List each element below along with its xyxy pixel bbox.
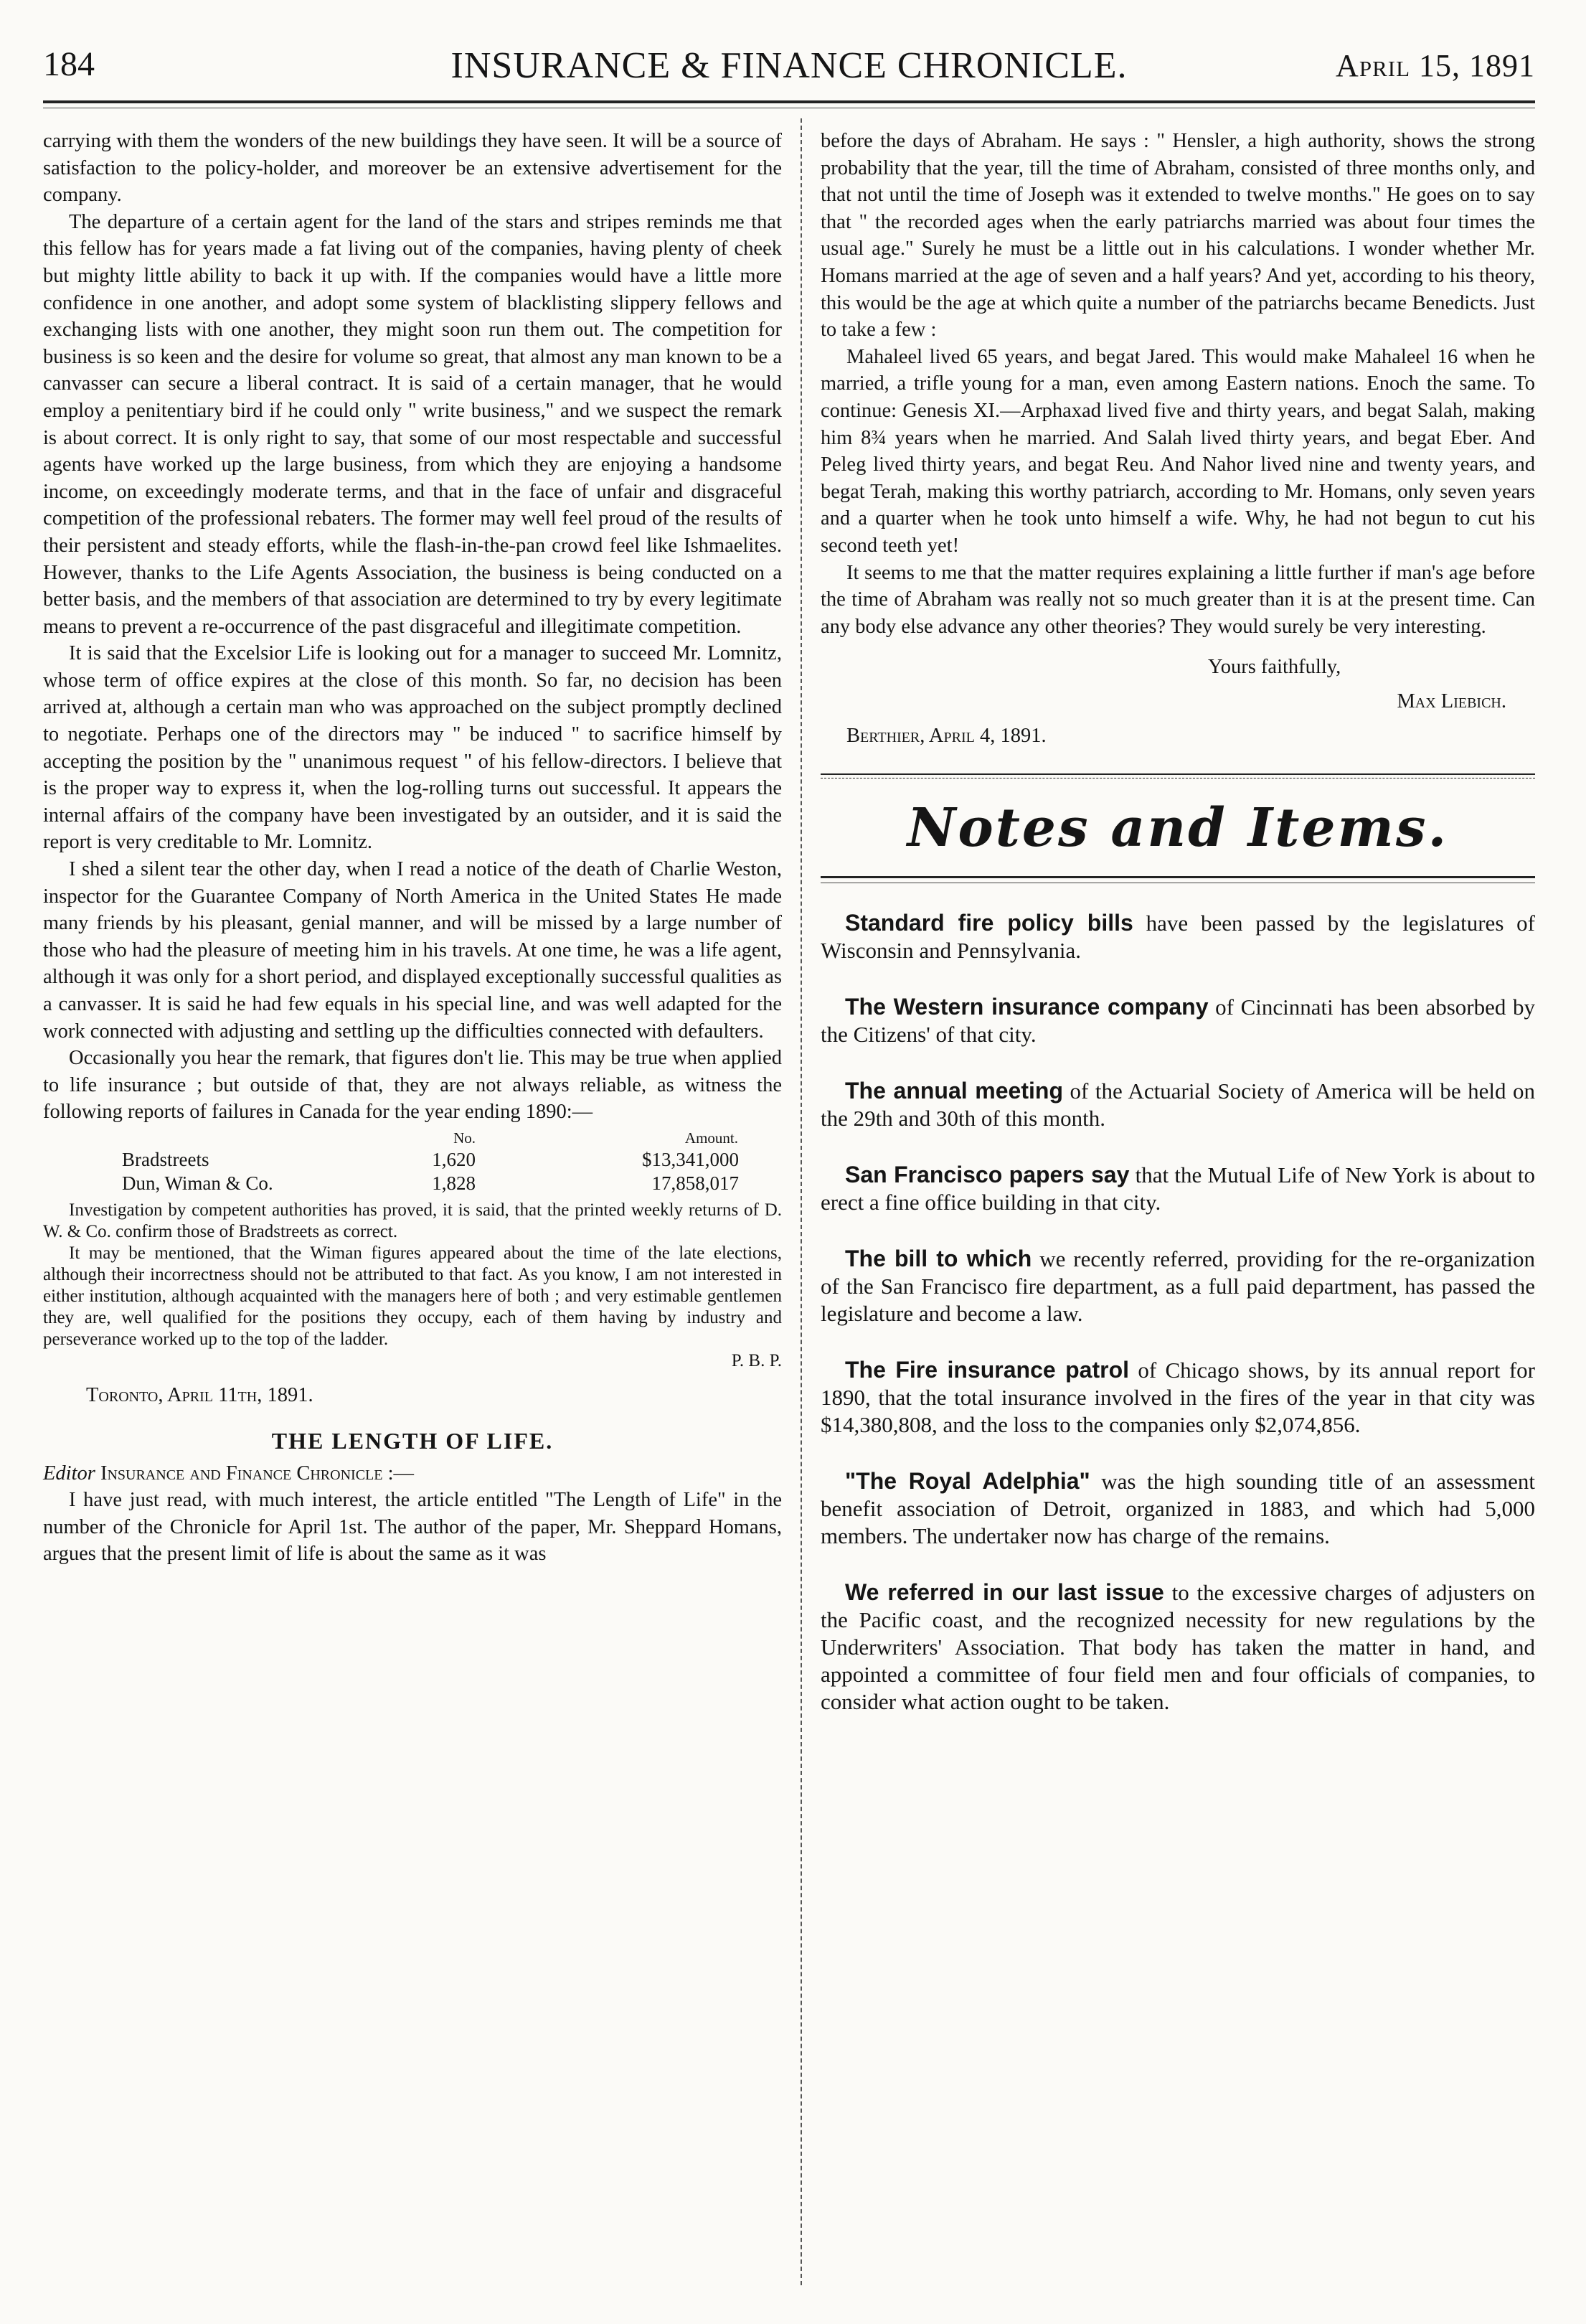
- right-column: [821, 128, 1535, 1744]
- letter-closing: [821, 650, 1535, 753]
- publication-title: INSURANCE & FINANCE CHRONICLE.: [450, 45, 1128, 86]
- paragraph: It is said that the Excelsior Life is looking out for a manager to succeed Mr. Lomnitz, whose term of office expires at the close of this month. So far, no decision has been arrived at, although a certain man who was approached on the subject promptly declined to negotiate. Perhaps one of the directors may " be induced " to sacrifice himself by accepting the position by the " unanimous request " of his fellow-directors. I believe that is the proper way to express it, when the log-rolling turns out successful. It appears the internal affairs of the company have been investigated by an outsider, and it is said the report is very creditable to Mr. Lomnitz.: [43, 642, 782, 854]
- news-item-text: was the high sounding title of an assessment benefit association of Detroit, organized in 1883, and which had 5,000 members. The undertaker now has charge of the remains.: [821, 1469, 1535, 1549]
- header-rule: [43, 100, 1535, 103]
- page-header: [43, 44, 1535, 95]
- news-item-lead: We referred in our last issue: [845, 1579, 1164, 1606]
- paragraph: Occasionally you hear the remark, that figures don't lie. This may be true when applied to life insurance ; but outside of that, they are not always reliable, as witness the following reports of failures in Canada for the year ending 1890:—: [43, 1047, 782, 1124]
- news-item-lead: Standard fire policy bills: [845, 910, 1133, 936]
- news-item: [821, 1077, 1535, 1132]
- news-item-text: that the Mutual Life of New York is about to erect a fine office building in that city.: [821, 1162, 1535, 1215]
- news-item: [821, 1356, 1535, 1439]
- section-rule: [821, 773, 1535, 775]
- news-item: [821, 909, 1535, 964]
- news-item: [821, 1245, 1535, 1327]
- dateline: Berthier, April 4, 1891.: [846, 725, 1047, 748]
- small-type-block: [43, 1200, 782, 1372]
- paragraph: It may be mentioned, that the Wiman figures appeared about the time of the late elections, although their incorrectness should not be attributed to that fact. As you know, I am not interested in either institution, although acquainted with the managers here of both ; and very estimable gentlemen they are, well qualified for the positions they occupy, each of them having by industry and perseverance worked up to the top of the ladder.: [43, 1243, 782, 1349]
- news-item: [821, 1467, 1535, 1550]
- news-item-lead: San Francisco papers say: [845, 1162, 1130, 1188]
- paragraph: carrying with them the wonders of the new buildings they have seen. It will be a source of satisfaction to the policy-holder, and moreover be an extensive advertisement for the company.: [43, 130, 782, 207]
- news-item-text: we recently referred, providing for the re-organization of the San Francisco fire department, as a full paid department, has passed the legislature and become a law.: [821, 1246, 1536, 1327]
- issue-date: April 15, 1891: [1336, 48, 1535, 83]
- news-item-text: of Cincinnati has been absorbed by the Citizens' of that city.: [821, 994, 1536, 1048]
- table-cell-no: 1,828: [432, 1172, 476, 1194]
- editor-name: Insurance and Finance Chronicle :—: [100, 1462, 415, 1485]
- news-item: [821, 993, 1535, 1048]
- closing-phrase: Yours faithfully,: [1208, 656, 1341, 679]
- column-header-no: No.: [453, 1129, 476, 1147]
- column-divider: [801, 118, 802, 2285]
- news-item-text: of the Actuarial Society of America will be held on the 29th and 30th of this month.: [821, 1078, 1536, 1132]
- dateline: Toronto, April 11th, 1891.: [86, 1383, 313, 1406]
- news-item-text: of Chicago shows, by its annual report for 1890, that the total insurance involved in the fires of the year in that city was $14,380,808, and the loss to the companies only $2,074,856.: [821, 1358, 1536, 1438]
- table-cell-no: 1,620: [432, 1148, 476, 1170]
- failures-table: [122, 1129, 739, 1195]
- table-cell-name: Bradstreets: [122, 1148, 209, 1170]
- page-number: 184: [43, 45, 95, 83]
- paragraph: I have just read, with much interest, the article entitled "The Length of Life" in the number of the Chronicle for April 1st. The author of the paper, Mr. Sheppard Homans, argues that the present limit of life is about the same as it was: [43, 1489, 782, 1566]
- paragraph: before the days of Abraham. He says : " Hensler, a high authority, shows the strong probability that the year, till the time of Abraham, consisted of three months only, and that not until the time of Joseph was it extended to twelve months." He goes on to say that " the recorded ages when the early patriarchs married was about four times the usual age." Surely he must be a little out in his calculations. I wonder whether Mr. Homans married at the age of seven and a half years? And yet, according to his theory, this would be the age at which quite a number of the patriarchs became Benedicts. Just to take a few :: [821, 130, 1535, 342]
- section-rule: [821, 876, 1535, 878]
- table-row: [122, 1172, 739, 1195]
- news-item-text: to the excessive charges of adjusters on the Pacific coast, and the recognized necessity for new regulations by the Underwriters' Association. That body has taken the matter in hand, and appointed a committee of four field men and four officials of companies, to consider what action ought to be taken.: [821, 1580, 1536, 1715]
- news-item-lead: The Western insurance company: [845, 994, 1209, 1020]
- news-item-text: have been passed by the legislatures of Wisconsin and Pennsylvania.: [821, 911, 1536, 964]
- paragraph: Investigation by competent authorities has proved, it is said, that the printed weekly returns of D. W. & Co. confirm those of Bradstreets as correct.: [43, 1200, 782, 1241]
- paragraph: I shed a silent tear the other day, when I read a notice of the death of Charlie Weston, inspector for the Guarantee Company of North America in the United States He made many friends by his pleasant, genial manner, and will be missed by a large number of those who had the pleasure of meeting him in his travels. At one time, he was a life agent, although it was only for a short period, and displayed exceptionally successful qualities as a canvasser. It is said he had few equals in his special line, and was well adapted for the work connected with adjusting and settling up the difficulties connected with defaulters.: [43, 858, 782, 1043]
- paragraph: Mahaleel lived 65 years, and begat Jared. This would make Mahaleel 16 when he married, a trifle young for a man, even among Eastern nations. Enoch the same. To continue: Genesis XI.—Arphaxad lived five and thirty years, and begat Salah, making him 8¾ years when he married. And Salah lived thirty years, and begat Eber. And Peleg lived thirty years, and begat Reu. And Nahor lived nine and twenty years, and begat Terah, making this worthy patriarch, according to Mr. Homans, only seven years and a quarter when he took unto himself a wife. Why, he had not begun to cut his second teeth yet!: [821, 345, 1535, 557]
- paragraph: It seems to me that the matter requires explaining a little further if man's age before the time of Abraham was really not so much greater than it is at the present time. Can any body else advance any other theories? They would surely be very interesting.: [821, 561, 1535, 638]
- news-item-lead: The annual meeting: [845, 1078, 1063, 1104]
- news-item-lead: The Fire insurance patrol: [845, 1357, 1130, 1383]
- table-cell-name: Dun, Wiman & Co.: [122, 1172, 273, 1194]
- news-item: [821, 1579, 1535, 1716]
- letter-author: Max Liebich.: [1397, 690, 1506, 713]
- letter-signature: P. B. P.: [731, 1350, 782, 1370]
- editor-address: [43, 1460, 782, 1487]
- section-title: Notes and Items.: [907, 797, 1449, 860]
- column-header-amount: Amount.: [684, 1129, 738, 1147]
- table-cell-amount: 17,858,017: [651, 1172, 739, 1194]
- table-row: [122, 1148, 739, 1172]
- news-item-lead: The bill to which: [845, 1246, 1032, 1272]
- news-item-lead: "The Royal Adelphia": [845, 1468, 1090, 1495]
- left-column: [43, 128, 782, 1568]
- article-title: THE LENGTH OF LIFE.: [271, 1427, 554, 1454]
- table-cell-amount: $13,341,000: [642, 1148, 739, 1170]
- paragraph: The departure of a certain agent for the land of the stars and stripes reminds me that this fellow has for years made a fat living out of the companies, having plenty of cheek but mighty little ability to back it up with. If the companies would have a little more confidence in one another, and adopt some system of blacklisting slippery fellows and exchanging lists with one another, they might soon run them out. The competition for business is so keen and the desire for volume so great, that almost any man known to be a canvasser can secure a liberal contract. It is said of a certain manager, that he would employ a penitentiary bird if he could only " write business," and we suspect the remark is about correct. It is only right to say, that some of our most respectable and successful agents have worked up the large business, from which they are enjoying a handsome income, on exceedingly moderate terms, and that in the face of unfair and disgraceful competition of the professional rebaters. The former may well feel proud of the results of their persistent and steady efforts, while the flash-in-the-pan crowd feel like Ishmaelites. However, thanks to the Life Agents Association, the business is being conducted on a better basis, and the members of that association are determined to try by every legitimate means to prevent a re-occurrence of the past disgraceful and illegitimate competition.: [43, 210, 782, 638]
- editor-prefix: Editor: [43, 1462, 95, 1485]
- news-item: [821, 1161, 1535, 1216]
